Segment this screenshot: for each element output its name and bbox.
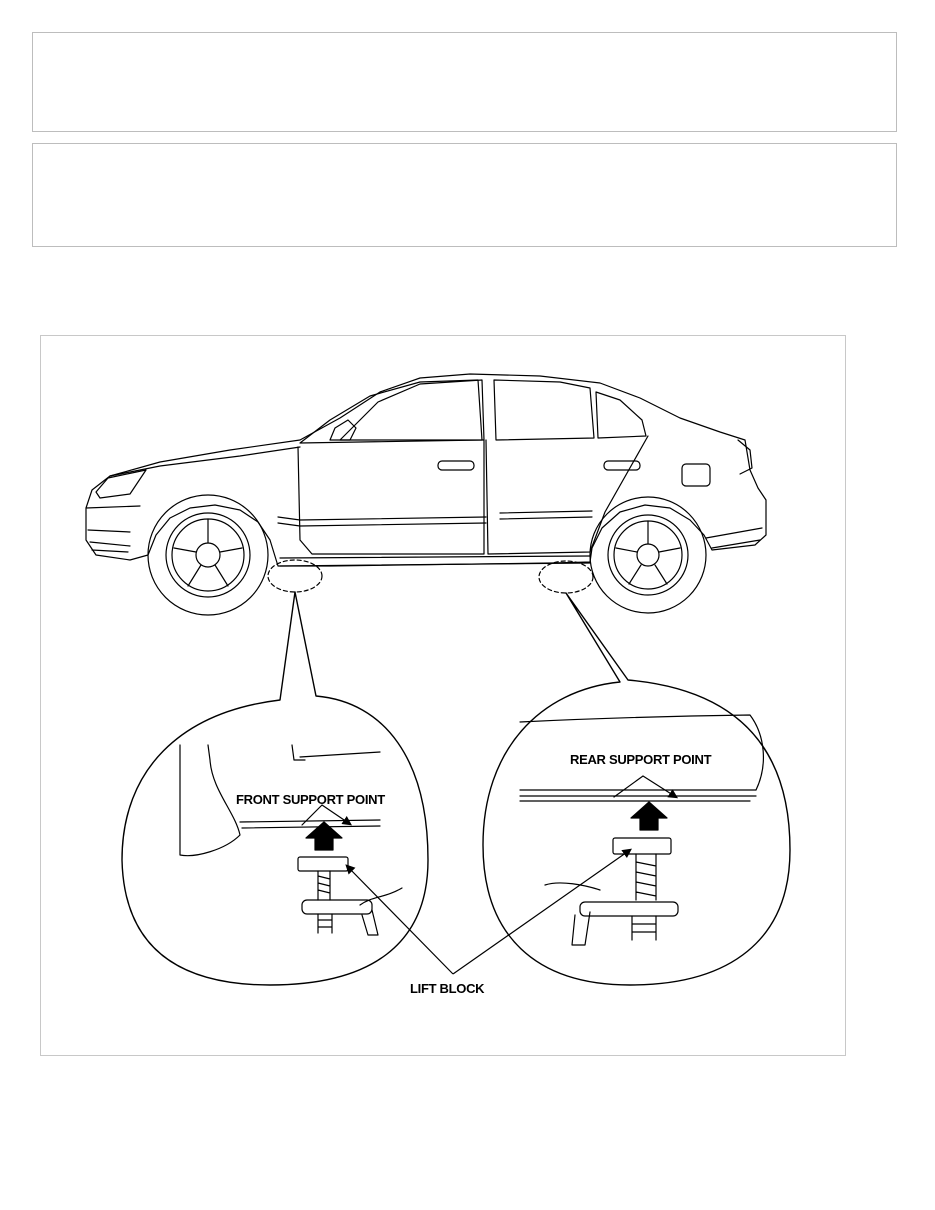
front-bumper (86, 506, 140, 552)
rear-door-handle (604, 461, 640, 470)
rear-support-ellipse (539, 561, 593, 593)
front-door-handle (438, 461, 474, 470)
front-support-ellipse (268, 560, 322, 592)
front-door (298, 440, 484, 554)
windshield (300, 380, 482, 443)
lift-block-label: LIFT BLOCK (410, 981, 485, 996)
car-side-view (86, 374, 766, 615)
rear-wheel (590, 497, 706, 613)
front-magnifier-outline (122, 592, 428, 985)
quarter-window (596, 392, 646, 438)
fuel-door (682, 464, 710, 486)
front-support-point-label: FRONT SUPPORT POINT (236, 792, 385, 807)
front-wheel (148, 495, 268, 615)
front-door-window (340, 380, 484, 440)
rear-door (486, 436, 648, 554)
side-molding (278, 511, 592, 520)
car-body-outline (86, 374, 766, 566)
rocker-panel (280, 556, 590, 566)
rear-door-window (494, 380, 594, 440)
rear-support-point-label: REAR SUPPORT POINT (570, 752, 712, 767)
tail-light (738, 440, 752, 474)
rear-magnifier-outline (483, 593, 790, 985)
